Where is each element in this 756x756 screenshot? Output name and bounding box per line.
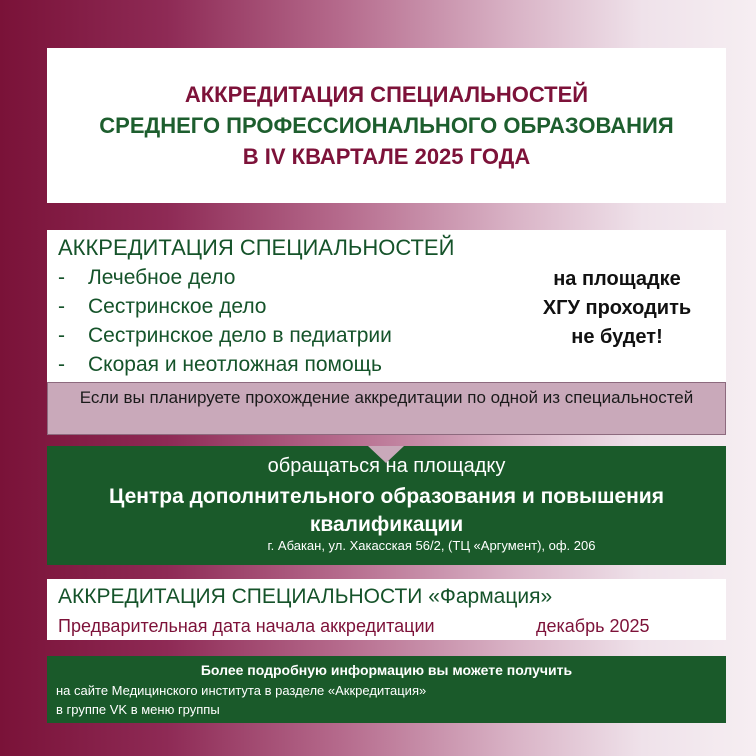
- specialty-item: [58, 266, 235, 290]
- specialty-label: Лечебное дело: [88, 266, 236, 289]
- specialties-heading: АККРЕДИТАЦИЯ СПЕЦИАЛЬНОСТЕЙ: [58, 235, 455, 260]
- venue-panel: [47, 446, 726, 565]
- specialty-item: [58, 295, 267, 319]
- down-arrow-icon: [368, 446, 404, 463]
- plan-callout-text: Если вы планируете прохождение аккредитации по одной из специальностей: [79, 388, 694, 407]
- specialties-panel: [47, 230, 726, 382]
- specialty-label: Скорая и неотложная помощь: [88, 353, 382, 376]
- pharmacy-date-label: Предварительная дата начала аккредитации: [58, 616, 435, 636]
- title-banner: [47, 48, 726, 203]
- bullet-dash: -: [58, 266, 65, 289]
- venue-notice: [517, 265, 717, 352]
- venue-address: г. Абакан, ул. Хакасская 56/2, (ТЦ «Аргумент), оф. 206: [267, 538, 596, 553]
- bullet-dash: -: [58, 324, 65, 347]
- title-line-3: В IV КВАРТАЛЕ 2025 ГОДА: [242, 144, 531, 169]
- specialty-item: [58, 324, 392, 348]
- title-line-2: СРЕДНЕГО ПРОФЕССИОНАЛЬНОГО ОБРАЗОВАНИЯ: [99, 113, 674, 138]
- venue-notice-line-3: не будет!: [571, 326, 663, 348]
- info-title: Более подробную информацию вы можете получить: [200, 662, 573, 678]
- venue-notice-line-1: на площадке: [553, 268, 681, 290]
- bullet-dash: -: [58, 295, 65, 318]
- info-panel: [47, 656, 726, 723]
- specialty-label: Сестринское дело в педиатрии: [88, 324, 392, 347]
- plan-callout: [47, 382, 726, 435]
- bullet-dash: -: [58, 353, 65, 376]
- specialty-item: [58, 353, 382, 377]
- pharmacy-date-value: декабрь 2025: [536, 616, 650, 636]
- venue-notice-line-2: ХГУ проходить: [542, 297, 692, 319]
- info-vk-line: в группе VK в меню группы: [56, 702, 220, 717]
- pharmacy-heading: АККРЕДИТАЦИЯ СПЕЦИАЛЬНОСТИ «Фармация»: [58, 585, 553, 608]
- venue-intro: обращаться на площадку: [267, 455, 506, 477]
- pharmacy-panel: [47, 579, 726, 640]
- info-website-line: на сайте Медицинского института в разделе «Аккредитация»: [56, 683, 427, 698]
- venue-name: Центра дополнительного образования и повышения квалификации: [109, 485, 664, 536]
- specialty-label: Сестринское дело: [88, 295, 267, 318]
- title-line-1: АККРЕДИТАЦИЯ СПЕЦИАЛЬНОСТЕЙ: [184, 82, 589, 107]
